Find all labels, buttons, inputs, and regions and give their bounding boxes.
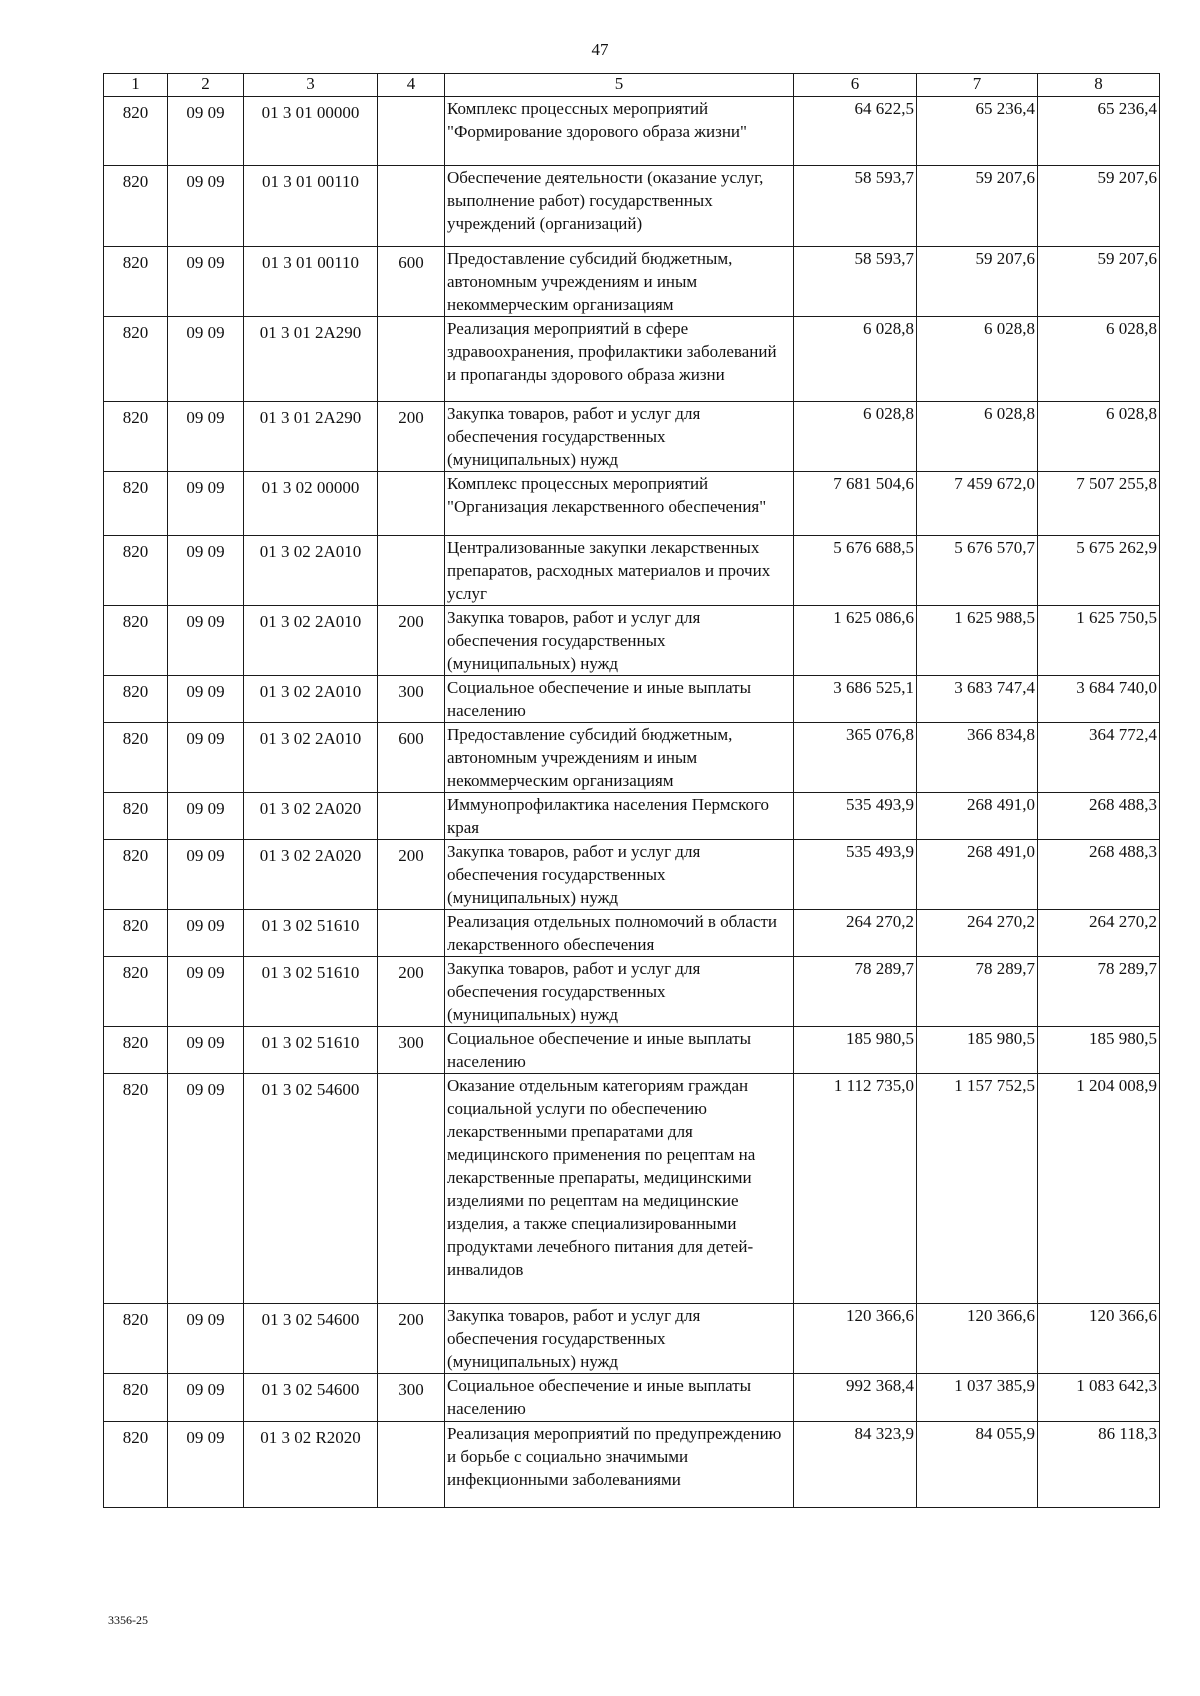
section-code-cell: 09 09	[168, 402, 244, 472]
expense-type-cell	[378, 317, 445, 402]
amount-year3-cell: 65 236,4	[1038, 97, 1160, 166]
amount-year1-cell: 64 622,5	[794, 97, 917, 166]
description-cell: Социальное обеспечение и иные выплаты населению	[445, 1374, 794, 1422]
amount-year1-cell: 535 493,9	[794, 793, 917, 840]
table-row	[104, 1304, 1160, 1374]
amount-year1-cell: 5 676 688,5	[794, 536, 917, 606]
amount-year2-cell: 366 834,8	[917, 723, 1038, 793]
amount-year3-cell: 1 204 008,9	[1038, 1074, 1160, 1304]
admin-code-cell: 820	[104, 793, 168, 840]
amount-year2-cell: 120 366,6	[917, 1304, 1038, 1374]
table-row	[104, 957, 1160, 1027]
expense-type-cell	[378, 166, 445, 247]
table-row	[104, 472, 1160, 536]
amount-year2-cell: 3 683 747,4	[917, 676, 1038, 723]
amount-year3-cell: 268 488,3	[1038, 793, 1160, 840]
target-article-cell: 01 3 02 2А020	[244, 793, 378, 840]
amount-year3-cell: 86 118,3	[1038, 1422, 1160, 1508]
section-code-cell: 09 09	[168, 723, 244, 793]
amount-year3-cell: 7 507 255,8	[1038, 472, 1160, 536]
expense-type-cell: 200	[378, 606, 445, 676]
amount-year2-cell: 264 270,2	[917, 910, 1038, 957]
table-row	[104, 317, 1160, 402]
expense-type-cell: 300	[378, 676, 445, 723]
target-article-cell: 01 3 02 2А020	[244, 840, 378, 910]
description-cell: Комплекс процессных мероприятий "Формирование здорового образа жизни"	[445, 97, 794, 166]
expense-type-cell: 600	[378, 723, 445, 793]
amount-year1-cell: 992 368,4	[794, 1374, 917, 1422]
table-body	[104, 97, 1160, 1508]
table-row	[104, 402, 1160, 472]
target-article-cell: 01 3 02 51610	[244, 1027, 378, 1074]
section-code-cell: 09 09	[168, 97, 244, 166]
admin-code-cell: 820	[104, 676, 168, 723]
section-code-cell: 09 09	[168, 247, 244, 317]
table-row	[104, 723, 1160, 793]
target-article-cell: 01 3 02 R2020	[244, 1422, 378, 1508]
table-row	[104, 676, 1160, 723]
expense-type-cell: 200	[378, 957, 445, 1027]
target-article-cell: 01 3 01 2А290	[244, 402, 378, 472]
admin-code-cell: 820	[104, 910, 168, 957]
amount-year3-cell: 6 028,8	[1038, 402, 1160, 472]
column-header: 1	[104, 74, 168, 97]
description-cell: Комплекс процессных мероприятий "Организация лекарственного обеспечения"	[445, 472, 794, 536]
description-cell: Социальное обеспечение и иные выплаты населению	[445, 1027, 794, 1074]
amount-year1-cell: 120 366,6	[794, 1304, 917, 1374]
expense-type-cell	[378, 793, 445, 840]
admin-code-cell: 820	[104, 1374, 168, 1422]
table-row	[104, 1422, 1160, 1508]
amount-year3-cell: 185 980,5	[1038, 1027, 1160, 1074]
budget-table	[103, 73, 1160, 1508]
amount-year1-cell: 78 289,7	[794, 957, 917, 1027]
amount-year3-cell: 5 675 262,9	[1038, 536, 1160, 606]
target-article-cell: 01 3 02 2А010	[244, 606, 378, 676]
table-row	[104, 606, 1160, 676]
amount-year2-cell: 6 028,8	[917, 317, 1038, 402]
section-code-cell: 09 09	[168, 1074, 244, 1304]
admin-code-cell: 820	[104, 317, 168, 402]
description-cell: Закупка товаров, работ и услуг для обеспечения государственных (муниципальных) нужд	[445, 1304, 794, 1374]
amount-year2-cell: 59 207,6	[917, 166, 1038, 247]
admin-code-cell: 820	[104, 723, 168, 793]
expense-type-cell: 200	[378, 1304, 445, 1374]
amount-year3-cell: 78 289,7	[1038, 957, 1160, 1027]
column-header: 6	[794, 74, 917, 97]
amount-year2-cell: 185 980,5	[917, 1027, 1038, 1074]
expense-type-cell: 200	[378, 402, 445, 472]
admin-code-cell: 820	[104, 1304, 168, 1374]
amount-year3-cell: 3 684 740,0	[1038, 676, 1160, 723]
amount-year1-cell: 1 625 086,6	[794, 606, 917, 676]
page-number: 47	[591, 40, 609, 59]
amount-year2-cell: 7 459 672,0	[917, 472, 1038, 536]
description-cell: Обеспечение деятельности (оказание услуг, выполнение работ) государственных учреждений (организаций)	[445, 166, 794, 247]
amount-year2-cell: 268 491,0	[917, 840, 1038, 910]
section-code-cell: 09 09	[168, 317, 244, 402]
amount-year1-cell: 264 270,2	[794, 910, 917, 957]
amount-year3-cell: 1 625 750,5	[1038, 606, 1160, 676]
amount-year1-cell: 6 028,8	[794, 402, 917, 472]
amount-year1-cell: 3 686 525,1	[794, 676, 917, 723]
description-cell: Иммунопрофилактика населения Пермского края	[445, 793, 794, 840]
table-row	[104, 1374, 1160, 1422]
section-code-cell: 09 09	[168, 166, 244, 247]
description-cell: Реализация мероприятий по предупреждению и борьбе с социально значимыми инфекционными заболеваниями	[445, 1422, 794, 1508]
amount-year1-cell: 6 028,8	[794, 317, 917, 402]
target-article-cell: 01 3 02 54600	[244, 1074, 378, 1304]
table-row	[104, 910, 1160, 957]
admin-code-cell: 820	[104, 840, 168, 910]
header-row	[104, 74, 1160, 97]
description-cell: Оказание отдельным категориям граждан социальной услуги по обеспечению лекарственными препаратами для медицинского применения по рецептам на лекарственные препараты, медицинскими изделиями по рецептам на медицинские изделия, а также специализированными продуктами лечебного питания для детей-инвалидов	[445, 1074, 794, 1304]
amount-year1-cell: 185 980,5	[794, 1027, 917, 1074]
amount-year1-cell: 58 593,7	[794, 247, 917, 317]
target-article-cell: 01 3 02 51610	[244, 957, 378, 1027]
description-cell: Централизованные закупки лекарственных препаратов, расходных материалов и прочих услуг	[445, 536, 794, 606]
amount-year2-cell: 268 491,0	[917, 793, 1038, 840]
column-header: 3	[244, 74, 378, 97]
amount-year2-cell: 5 676 570,7	[917, 536, 1038, 606]
section-code-cell: 09 09	[168, 606, 244, 676]
target-article-cell: 01 3 01 00110	[244, 247, 378, 317]
description-cell: Предоставление субсидий бюджетным, автономным учреждениям и иным некоммерческим организациям	[445, 723, 794, 793]
admin-code-cell: 820	[104, 97, 168, 166]
expense-type-cell	[378, 536, 445, 606]
admin-code-cell: 820	[104, 247, 168, 317]
target-article-cell: 01 3 01 00000	[244, 97, 378, 166]
amount-year2-cell: 84 055,9	[917, 1422, 1038, 1508]
section-code-cell: 09 09	[168, 1027, 244, 1074]
column-header: 5	[445, 74, 794, 97]
amount-year2-cell: 1 157 752,5	[917, 1074, 1038, 1304]
section-code-cell: 09 09	[168, 536, 244, 606]
expense-type-cell: 300	[378, 1027, 445, 1074]
section-code-cell: 09 09	[168, 676, 244, 723]
amount-year3-cell: 59 207,6	[1038, 247, 1160, 317]
admin-code-cell: 820	[104, 402, 168, 472]
section-code-cell: 09 09	[168, 1374, 244, 1422]
column-header: 4	[378, 74, 445, 97]
amount-year3-cell: 120 366,6	[1038, 1304, 1160, 1374]
table-row	[104, 793, 1160, 840]
section-code-cell: 09 09	[168, 472, 244, 536]
table-row	[104, 247, 1160, 317]
section-code-cell: 09 09	[168, 793, 244, 840]
amount-year3-cell: 59 207,6	[1038, 166, 1160, 247]
admin-code-cell: 820	[104, 606, 168, 676]
table-row	[104, 97, 1160, 166]
amount-year1-cell: 365 076,8	[794, 723, 917, 793]
column-header: 7	[917, 74, 1038, 97]
target-article-cell: 01 3 02 51610	[244, 910, 378, 957]
expense-type-cell: 200	[378, 840, 445, 910]
description-cell: Закупка товаров, работ и услуг для обеспечения государственных (муниципальных) нужд	[445, 840, 794, 910]
amount-year2-cell: 6 028,8	[917, 402, 1038, 472]
amount-year3-cell: 364 772,4	[1038, 723, 1160, 793]
amount-year1-cell: 1 112 735,0	[794, 1074, 917, 1304]
admin-code-cell: 820	[104, 536, 168, 606]
target-article-cell: 01 3 02 2А010	[244, 536, 378, 606]
admin-code-cell: 820	[104, 472, 168, 536]
target-article-cell: 01 3 02 2А010	[244, 723, 378, 793]
expense-type-cell	[378, 910, 445, 957]
description-cell: Социальное обеспечение и иные выплаты населению	[445, 676, 794, 723]
amount-year1-cell: 58 593,7	[794, 166, 917, 247]
expense-type-cell: 300	[378, 1374, 445, 1422]
footer-code: 3356-25	[108, 1613, 148, 1627]
amount-year2-cell: 1 037 385,9	[917, 1374, 1038, 1422]
target-article-cell: 01 3 02 2А010	[244, 676, 378, 723]
amount-year2-cell: 1 625 988,5	[917, 606, 1038, 676]
expense-type-cell	[378, 97, 445, 166]
expense-type-cell: 600	[378, 247, 445, 317]
table-row	[104, 166, 1160, 247]
amount-year3-cell: 264 270,2	[1038, 910, 1160, 957]
admin-code-cell: 820	[104, 957, 168, 1027]
description-cell: Закупка товаров, работ и услуг для обеспечения государственных (муниципальных) нужд	[445, 957, 794, 1027]
admin-code-cell: 820	[104, 1027, 168, 1074]
description-cell: Предоставление субсидий бюджетным, автономным учреждениям и иным некоммерческим организациям	[445, 247, 794, 317]
table-row	[104, 536, 1160, 606]
column-header: 2	[168, 74, 244, 97]
admin-code-cell: 820	[104, 1074, 168, 1304]
target-article-cell: 01 3 02 00000	[244, 472, 378, 536]
amount-year2-cell: 65 236,4	[917, 97, 1038, 166]
section-code-cell: 09 09	[168, 1304, 244, 1374]
target-article-cell: 01 3 01 00110	[244, 166, 378, 247]
expense-type-cell	[378, 1422, 445, 1508]
column-header: 8	[1038, 74, 1160, 97]
amount-year3-cell: 268 488,3	[1038, 840, 1160, 910]
target-article-cell: 01 3 02 54600	[244, 1374, 378, 1422]
amount-year2-cell: 59 207,6	[917, 247, 1038, 317]
admin-code-cell: 820	[104, 166, 168, 247]
amount-year1-cell: 535 493,9	[794, 840, 917, 910]
amount-year3-cell: 1 083 642,3	[1038, 1374, 1160, 1422]
expense-type-cell	[378, 472, 445, 536]
table-row	[104, 1074, 1160, 1304]
admin-code-cell: 820	[104, 1422, 168, 1508]
expense-type-cell	[378, 1074, 445, 1304]
amount-year1-cell: 7 681 504,6	[794, 472, 917, 536]
target-article-cell: 01 3 02 54600	[244, 1304, 378, 1374]
section-code-cell: 09 09	[168, 910, 244, 957]
section-code-cell: 09 09	[168, 840, 244, 910]
table-row	[104, 1027, 1160, 1074]
amount-year2-cell: 78 289,7	[917, 957, 1038, 1027]
target-article-cell: 01 3 01 2А290	[244, 317, 378, 402]
amount-year3-cell: 6 028,8	[1038, 317, 1160, 402]
description-cell: Закупка товаров, работ и услуг для обеспечения государственных (муниципальных) нужд	[445, 606, 794, 676]
description-cell: Реализация мероприятий в сфере здравоохранения, профилактики заболеваний и пропаганды здорового образа жизни	[445, 317, 794, 402]
section-code-cell: 09 09	[168, 957, 244, 1027]
amount-year1-cell: 84 323,9	[794, 1422, 917, 1508]
description-cell: Реализация отдельных полномочий в области лекарственного обеспечения	[445, 910, 794, 957]
section-code-cell: 09 09	[168, 1422, 244, 1508]
table-row	[104, 840, 1160, 910]
description-cell: Закупка товаров, работ и услуг для обеспечения государственных (муниципальных) нужд	[445, 402, 794, 472]
